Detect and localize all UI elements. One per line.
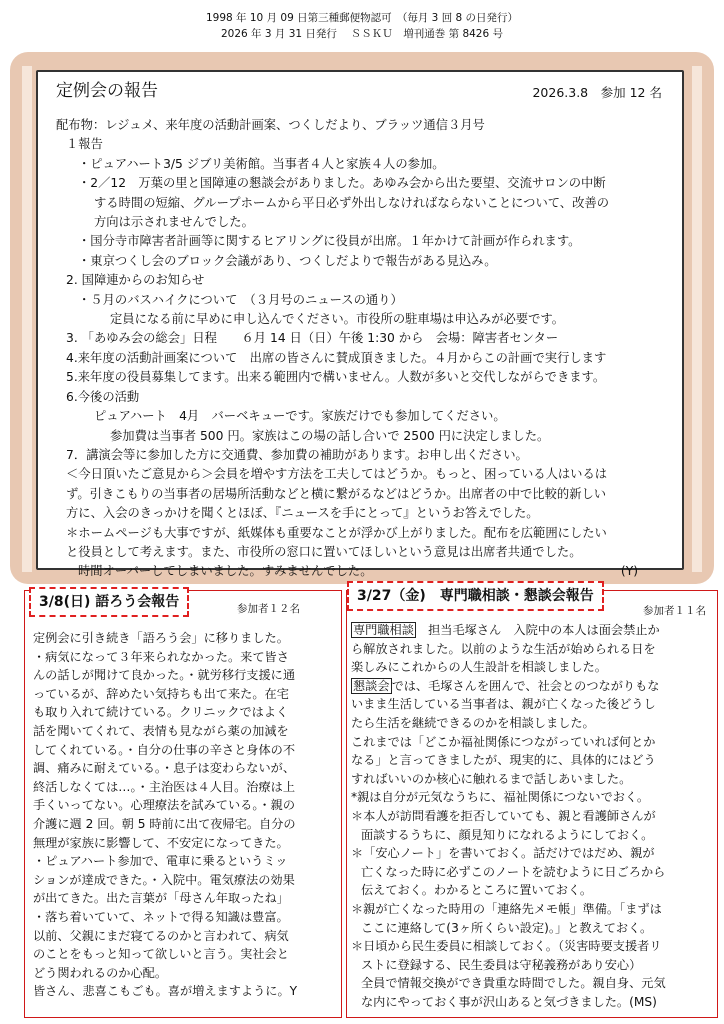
report-date-attendance: 2026.3.8 参加 12 名	[532, 85, 662, 100]
kataroukai-line: してくれている。・自分の仕事の辛さと身体の不	[33, 742, 296, 757]
consultation-line: すればいいのか核心に触れるまで話しあいました。	[351, 771, 632, 786]
professional-consultation-tag: 専門職相談	[353, 623, 414, 637]
consultation-line: ストに登録する、民生委員は守秘義務があり安心）	[361, 957, 642, 972]
consultation-line: これまでは「どこか福祉関係につながっていれば何とか	[351, 734, 656, 749]
report-line: ・５月のバスハイクについて （３月号のニュースの通り）	[78, 292, 403, 307]
kataroukai-line: ・病気になって３年来られなかった。来て皆さ	[33, 649, 289, 664]
board-right-rail	[692, 66, 702, 572]
consultation-line: 伝えておく。わかるところに置いておく。	[361, 883, 593, 898]
report-paper	[36, 70, 684, 579]
consultation-text: では、毛塚さんを囲んで、社会とのつながりもな	[391, 678, 660, 693]
kataroukai-line: 皆さん、悲喜こもごも。喜が増えますように。Y	[33, 984, 298, 999]
report-line: １報告	[66, 137, 103, 152]
kataroukai-report	[24, 590, 342, 1018]
consultation-line: いまま生活している当事者は、親が亡くなった後どうし	[351, 697, 656, 712]
report-line: 2. 国障連からのお知らせ	[66, 273, 205, 288]
report-line: 7．講演会等に参加した方に交通費、参加費の補助があります。お申し出ください。	[66, 447, 528, 462]
consultation-line: ここに連絡して(3ヶ所くらい設定)。」と教えておく。	[361, 920, 653, 935]
permit-line: 1998 年 10 月 09 日第三種郵便物認可 （毎月 3 回 8 の日発行）	[205, 12, 519, 24]
report-line: ・ピュアハート3/5 ジブリ美術館。当事者４人と家族４人の参加。	[78, 156, 445, 171]
consultation-line: 楽しみにこれからの人生設計を相談しました。	[351, 660, 607, 675]
consultation-line: ＊日頃から民生委員に相談しておく。（災害時要支援者リ	[351, 939, 662, 954]
consultation-line: *親は自分が元気なうちに、福祉関係につないでおく。	[351, 790, 650, 805]
report-line: 6.今後の活動	[66, 389, 140, 404]
kataroukai-line: も取り入れて続けている。クリニックではよく	[33, 705, 289, 720]
discussion-tag: 懇談会	[353, 678, 390, 693]
kataroukai-line: 無理が家族に影響して、不安定になってきた。	[33, 835, 289, 850]
report-signer: (Y)	[620, 564, 638, 579]
consultation-attendance: 参加者１１名	[643, 605, 706, 617]
report-line: ・2／12 万葉の里と国障連の懇談会がありました。あゆみ会から出た要望、交流サロンの中断	[78, 176, 606, 191]
report-line: 4.来年度の活動計画案について 出席の皆さんに賛成頂きました。４月からこの計画で実行します	[66, 350, 607, 365]
kataroukai-line: 話を聞いてくれて、表情も見ながら薬の加減を	[33, 723, 289, 738]
consultation-title: 3/27（金) 専門職相談・懇談会報告	[347, 581, 604, 611]
issue-line: 2026 年 3 月 31 日発行 ＳＳＫＵ 増刊通巻 第 8426 号	[220, 28, 504, 40]
report-board	[10, 52, 714, 584]
report-title: 定例会の報告	[56, 81, 158, 101]
board-left-rail	[22, 66, 32, 572]
consultation-body	[351, 621, 666, 1011]
consultation-text: 担当毛塚さん 入院中の本人は面会禁止か	[415, 623, 660, 637]
consultation-line: 全員で情報交換ができ貴重な時間でした。親自身、元気	[361, 976, 666, 991]
report-line: ＜今日頂いたご意見から＞会員を増やす方法を工夫してはどうか。もっと、困っている人はいるは	[66, 467, 608, 482]
consultation-report	[346, 590, 718, 1018]
kataroukai-line: どう関われるのか心配。	[33, 965, 168, 980]
report-line	[48, 562, 678, 581]
report-line: ＊ホームページも大事ですが、紙媒体も重要なことが浮かび上がりました。配布を広範囲にしたい	[66, 525, 607, 540]
report-line: 方向は示されませんでした。	[94, 215, 254, 230]
report-line: 参加費は当事者 500 円。家族はこの場の話し合いで 2500 円に決定しました。	[110, 428, 550, 443]
kataroukai-title: 3/8(日) 語ろう会報告	[29, 587, 189, 617]
consultation-line: ら解放されました。以前のような生活が始められる日を	[351, 641, 656, 656]
report-line: 配布物：レジュメ、来年度の活動計画案、つくしだより、ブラッツ通信３月号	[56, 118, 485, 132]
report-line: する時間の短縮、グループホームから平日必ず外出しなければならないことについて、改善の	[94, 195, 609, 210]
kataroukai-line: ・落ち着いていて、ネットで得る知識は豊富。	[33, 909, 289, 924]
kataroukai-line: 定例会に引き続き「語ろう会」に移りました。	[33, 631, 289, 645]
report-line: 定員になる前に早めに申し込んでください。市役所の駐車場は申込みが必要です。	[110, 312, 565, 327]
kataroukai-line: 手くいってない。心理療法を試みている。・親の	[33, 798, 296, 813]
consultation-line	[351, 621, 666, 640]
report-line: 方に、入会のきっかけを聞くとほぼ、『ニュースを手にとって』というお答えでした。	[66, 506, 539, 521]
report-line: と役員として考えます。また、市役所の窓口に置いてほしいという意見は出席者共通でした。	[66, 544, 582, 559]
kataroukai-line: んの話しが聞けて良かった。・就労移行支援に通	[33, 668, 296, 683]
consultation-line: ＊「安心ノート」を書いておく。話だけではだめ、親が	[351, 846, 655, 861]
kataroukai-line: 介護に週 2 回。朝 5 時前に出て夜帰宅。自分の	[33, 816, 296, 831]
kataroukai-attendance: 参加者１２名	[237, 603, 300, 615]
kataroukai-line: 以前、父親にまだ寝てるのかと言われて、病気	[33, 928, 289, 943]
report-body	[48, 116, 678, 582]
report-line: ・東京つくし会のブロック会議があり、つくしだよりで報告がある見込み。	[78, 253, 497, 268]
consultation-line: ＊本人が訪問看護を拒否していても、親と看護師さんが	[351, 808, 656, 823]
kataroukai-line: ションが達成できた。・入院中。電気療法の効果	[33, 872, 295, 887]
kataroukai-line: っているが、辞めたい気持ちも出て来た。在宅	[33, 686, 289, 701]
kataroukai-body	[33, 629, 297, 1001]
consultation-line: なる」と言ってきましたが、現実的に、具体的にはどう	[351, 753, 656, 768]
consultation-line: 亡くなった時に必ずこのノートを読むように日ごろから	[361, 864, 666, 879]
report-line: ・国分寺市障害者計画等に関するヒアリングに役員が出席。１年かけて計画が作られます。	[78, 234, 581, 249]
consultation-line	[351, 677, 666, 696]
consultation-line: たら生活を継続できるのかを相談しました。	[351, 715, 595, 730]
kataroukai-line: 終活しなくては…。・主治医は４人目。治療は上	[33, 779, 296, 794]
kataroukai-line: 調、痛みに耐えている。・息子は変わらないが、	[33, 761, 296, 776]
report-line: ピュアハート 4月 バーベキューです。家族だけでも参加してください。	[94, 409, 506, 424]
kataroukai-line: のことをもっと知って欲しいと言う。実社会と	[33, 947, 289, 962]
consultation-line: ＊親が亡くなった時用の「連絡先メモ帳」準備。「まずは	[351, 901, 662, 916]
report-line: 3. 「あゆみ会の総会」日程 ６月 14 日（日）午後 1:30 から 会場：障害者センター	[66, 331, 559, 346]
kataroukai-line: が出てきた。出た言葉が「母さん年取ったね」	[33, 891, 289, 906]
report-line: ず。引きこもりの当事者の居場所活動などと横に繋がるなどはどうか。出席者の中で比較的新しい	[66, 486, 607, 501]
consultation-line: な内にやっておく事が沢山あると気づきました。(MS)	[361, 994, 657, 1009]
report-line: 5.来年度の役員募集してます。出来る範囲内で構いません。人数が多いと交代しながらできます。	[66, 370, 606, 385]
report-closing: 時間オーバーしてしまいました。すみませんでした。	[78, 564, 373, 579]
consultation-line: 面談するうちに、顔見知りになれるようにしておく。	[361, 827, 654, 842]
kataroukai-line: ・ピュアハート参加で、電車に乗るというミッ	[33, 854, 288, 869]
